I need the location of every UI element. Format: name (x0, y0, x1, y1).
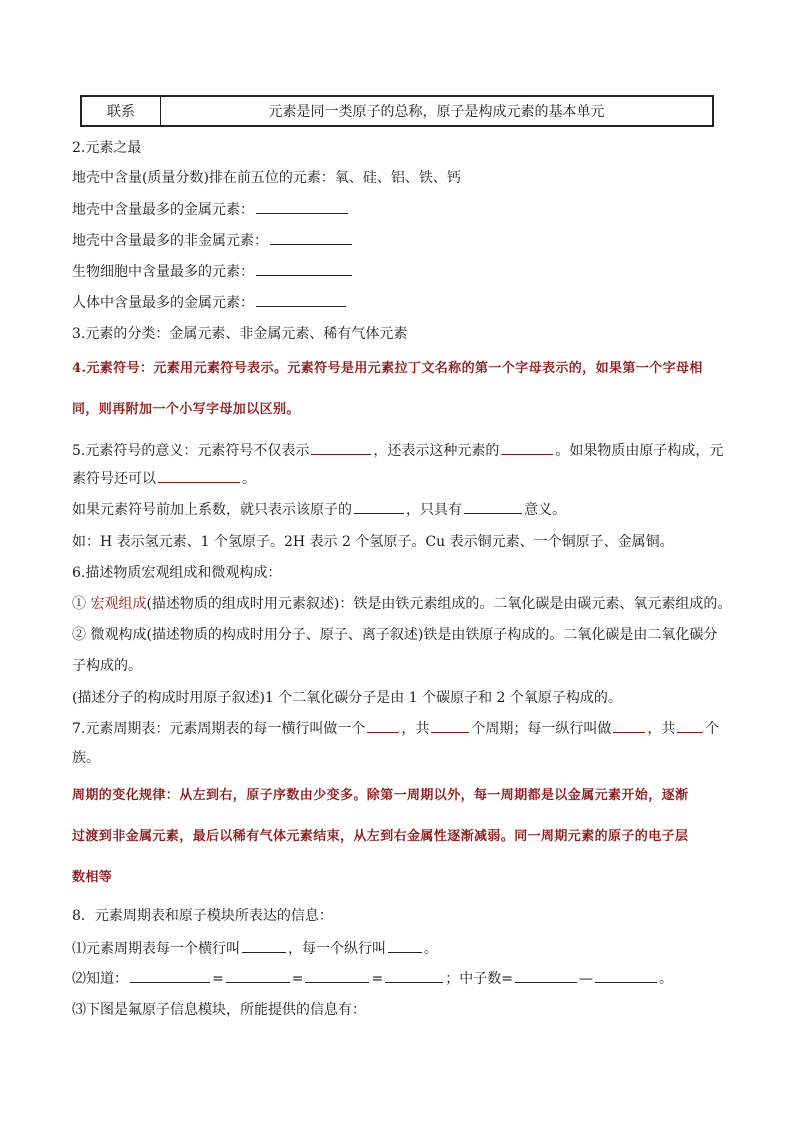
fill-blank[interactable] (311, 440, 371, 455)
fill-blank[interactable] (515, 968, 577, 983)
section-8-line-2: ⑵知道： = = = ；中子数= — 。 (72, 968, 724, 989)
fill-blank[interactable] (613, 718, 645, 733)
fill-blank[interactable] (158, 468, 240, 483)
section-7-rule-3: 数相等 (72, 870, 113, 885)
relation-table-row (80, 95, 714, 127)
fill-blank[interactable] (226, 968, 290, 983)
section-7-line-2: 族。 (72, 750, 100, 766)
section-8-line-1: ⑴元素周期表每一个横行叫 ，每一个纵行叫 。 (72, 938, 724, 959)
fill-blank[interactable] (367, 718, 399, 733)
fill-blank[interactable] (431, 718, 469, 733)
section-5-line-2: 素符号还可以 。 (72, 468, 724, 489)
table-label-cell: 联系 (82, 97, 161, 125)
section-2-line-4: 生物细胞中含量最多的元素： (72, 261, 724, 282)
fill-blank[interactable] (256, 199, 348, 214)
section-5-line-1: 5.元素符号的意义：元素符号不仅表示 ，还表示这种元素的 。如果物质由原子构成，元 (72, 440, 724, 461)
section-6-line-4: (描述分子的构成时用原子叙述)1 个二氧化碳分子是由 1 个碳原子和 2 个氧原子构成的。 (72, 690, 622, 706)
section-7-rule-2: 过渡到非金属元素，最后以稀有气体元素结束，从左到右金属性逐渐减弱。同一周期元素的原子的电子层 (72, 829, 689, 844)
fill-blank[interactable] (242, 938, 286, 953)
section-7-rule-1: 周期的变化规律：从左到右，原子序数由少变多。除第一周期以外，每一周期都是以金属元素开始，逐渐 (72, 788, 689, 803)
fill-blank[interactable] (595, 968, 657, 983)
fill-blank[interactable] (130, 968, 210, 983)
fill-blank[interactable] (501, 440, 553, 455)
fill-blank[interactable] (305, 968, 369, 983)
fill-blank[interactable] (677, 718, 703, 733)
fill-blank[interactable] (354, 499, 404, 514)
section-6-line-1: ① 宏观组成(描述物质的组成时用元素叙述)：铁是由铁元素组成的。二氧化碳是由碳元素、氧元素组成的。 (72, 596, 732, 612)
section-4-line-1: 4.元素符号：元素用元素符号表示。元素符号是用元素拉丁文名称的第一个字母表示的，如果第一个字母相 (72, 361, 703, 376)
section-5-line-4: 如：H 表示氢元素、1 个氢原子。2H 表示 2 个氢原子。Cu 表示铜元素、一个铜原子、金属铜。 (72, 534, 674, 550)
section-5-line-3: 如果元素符号前加上系数，就只表示该原子的 ，只具有 意义。 (72, 499, 724, 520)
fill-blank[interactable] (385, 968, 443, 983)
fill-blank[interactable] (388, 938, 422, 953)
section-8-line-3: ⑶下图是氟原子信息模块，所能提供的信息有： (72, 1002, 366, 1018)
section-6-heading: 6.描述物质宏观组成和微观构成： (72, 565, 282, 581)
table-text-cell: 元素是同一类原子的总称，原子是构成元素的基本单元 (268, 104, 605, 120)
section-2-line-5: 人体中含量最多的金属元素： (72, 292, 724, 313)
section-4-line-2: 同，则再附加一个小写字母加以区别。 (72, 402, 300, 417)
fill-blank[interactable] (256, 261, 352, 276)
fill-blank[interactable] (256, 292, 346, 307)
fill-blank[interactable] (270, 230, 352, 245)
section-2-line-3: 地壳中含量最多的非金属元素： (72, 230, 724, 251)
fill-blank[interactable] (464, 499, 522, 514)
section-6-line-3: 子构成的。 (72, 658, 142, 674)
section-7-line-1: 7.元素周期表：元素周期表的每一横行叫做一个 ，共 个周期；每一纵行叫做 ，共 个 (72, 718, 724, 739)
section-2-line-1: 地壳中含量(质量分数)排在前五位的元素：氧、硅、铝、铁、钙 (72, 170, 461, 186)
section-6-line-2: ② 微观构成(描述物质的构成时用分子、原子、离子叙述)铁是由铁原子构成的。二氧化碳是由二氧化碳分 (72, 627, 718, 643)
section-2-line-2: 地壳中含量最多的金属元素： (72, 199, 724, 220)
section-2-heading: 2.元素之最 (72, 140, 142, 156)
section-8-heading: 8．元素周期表和原子模块所表达的信息： (72, 908, 333, 924)
section-3-text: 3.元素的分类：金属元素、非金属元素、稀有气体元素 (72, 326, 408, 342)
